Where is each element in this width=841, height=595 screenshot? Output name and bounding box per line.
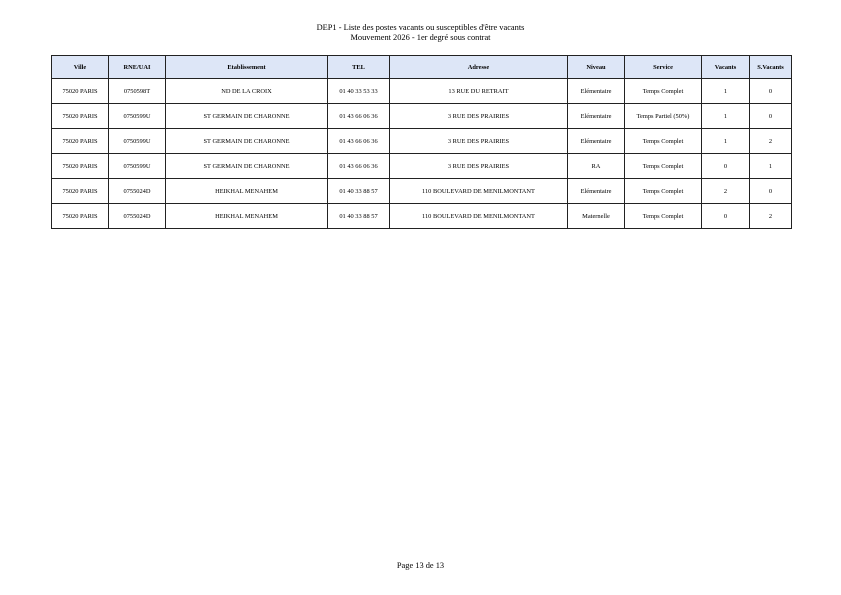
cell-s-vacants: 0 bbox=[750, 104, 792, 129]
cell-ville: 75020 PARIS bbox=[52, 154, 109, 179]
cell-adresse: 3 RUE DES PRAIRIES bbox=[390, 154, 568, 179]
cell-service: Temps Partiel (50%) bbox=[625, 104, 702, 129]
cell-service: Temps Complet bbox=[625, 204, 702, 229]
cell-service: Temps Complet bbox=[625, 179, 702, 204]
cell-s-vacants: 2 bbox=[750, 204, 792, 229]
column-header-ville: Ville bbox=[52, 56, 109, 79]
cell-niveau: Elémentaire bbox=[568, 179, 625, 204]
table-row bbox=[52, 154, 792, 179]
table-row bbox=[52, 179, 792, 204]
cell-etablissement: HEIKHAL MENAHEM bbox=[166, 179, 328, 204]
cell-etablissement: ST GERMAIN DE CHARONNE bbox=[166, 154, 328, 179]
table-row bbox=[52, 79, 792, 104]
cell-etablissement: ND DE LA CROIX bbox=[166, 79, 328, 104]
cell-tel: 01 43 66 06 36 bbox=[328, 129, 390, 154]
cell-vacants: 0 bbox=[702, 154, 750, 179]
cell-ville: 75020 PARIS bbox=[52, 79, 109, 104]
cell-adresse: 110 BOULEVARD DE MENILMONTANT bbox=[390, 204, 568, 229]
cell-etablissement: ST GERMAIN DE CHARONNE bbox=[166, 104, 328, 129]
cell-ville: 75020 PARIS bbox=[52, 104, 109, 129]
column-header-s-vacants: S.Vacants bbox=[750, 56, 792, 79]
table-row bbox=[52, 129, 792, 154]
cell-niveau: RA bbox=[568, 154, 625, 179]
cell-adresse: 3 RUE DES PRAIRIES bbox=[390, 129, 568, 154]
cell-s-vacants: 0 bbox=[750, 179, 792, 204]
table-header-row bbox=[52, 56, 792, 79]
column-header-adresse: Adresse bbox=[390, 56, 568, 79]
cell-niveau: Elémentaire bbox=[568, 79, 625, 104]
page-number: Page 13 de 13 bbox=[396, 561, 445, 570]
cell-s-vacants: 0 bbox=[750, 79, 792, 104]
cell-etablissement: HEIKHAL MENAHEM bbox=[166, 204, 328, 229]
cell-adresse: 13 RUE DU RETRAIT bbox=[390, 79, 568, 104]
cell-niveau: Elémentaire bbox=[568, 129, 625, 154]
cell-ville: 75020 PARIS bbox=[52, 179, 109, 204]
vacancies-table bbox=[51, 55, 792, 229]
cell-rne-uai: 0750598T bbox=[109, 79, 166, 104]
title-line-2: Mouvement 2026 - 1er degré sous contrat bbox=[350, 33, 491, 42]
cell-service: Temps Complet bbox=[625, 79, 702, 104]
table-row bbox=[52, 104, 792, 129]
cell-vacants: 2 bbox=[702, 179, 750, 204]
cell-tel: 01 40 33 53 33 bbox=[328, 79, 390, 104]
cell-rne-uai: 0750599U bbox=[109, 129, 166, 154]
cell-niveau: Elémentaire bbox=[568, 104, 625, 129]
cell-s-vacants: 1 bbox=[750, 154, 792, 179]
cell-rne-uai: 0755024D bbox=[109, 179, 166, 204]
table-row bbox=[52, 204, 792, 229]
cell-etablissement: ST GERMAIN DE CHARONNE bbox=[166, 129, 328, 154]
column-header-vacants: Vacants bbox=[702, 56, 750, 79]
title-line-1: DEP1 - Liste des postes vacants ou susceptibles d'être vacants bbox=[316, 23, 525, 32]
cell-vacants: 1 bbox=[702, 104, 750, 129]
cell-rne-uai: 0750599U bbox=[109, 104, 166, 129]
cell-tel: 01 43 66 06 36 bbox=[328, 154, 390, 179]
cell-tel: 01 43 66 06 36 bbox=[328, 104, 390, 129]
cell-vacants: 1 bbox=[702, 129, 750, 154]
cell-s-vacants: 2 bbox=[750, 129, 792, 154]
cell-service: Temps Complet bbox=[625, 154, 702, 179]
cell-tel: 01 40 33 88 57 bbox=[328, 204, 390, 229]
cell-ville: 75020 PARIS bbox=[52, 129, 109, 154]
cell-vacants: 0 bbox=[702, 204, 750, 229]
cell-niveau: Maternelle bbox=[568, 204, 625, 229]
cell-adresse: 3 RUE DES PRAIRIES bbox=[390, 104, 568, 129]
document-title bbox=[0, 23, 841, 43]
cell-vacants: 1 bbox=[702, 79, 750, 104]
cell-rne-uai: 0755024D bbox=[109, 204, 166, 229]
cell-adresse: 110 BOULEVARD DE MENILMONTANT bbox=[390, 179, 568, 204]
cell-tel: 01 40 33 88 57 bbox=[328, 179, 390, 204]
cell-rne-uai: 0750599U bbox=[109, 154, 166, 179]
column-header-rne-uai: RNE/UAI bbox=[109, 56, 166, 79]
cell-ville: 75020 PARIS bbox=[52, 204, 109, 229]
column-header-service: Service bbox=[625, 56, 702, 79]
column-header-etablissement: Etablissement bbox=[166, 56, 328, 79]
cell-service: Temps Complet bbox=[625, 129, 702, 154]
column-header-niveau: Niveau bbox=[568, 56, 625, 79]
column-header-tel: TEL bbox=[328, 56, 390, 79]
